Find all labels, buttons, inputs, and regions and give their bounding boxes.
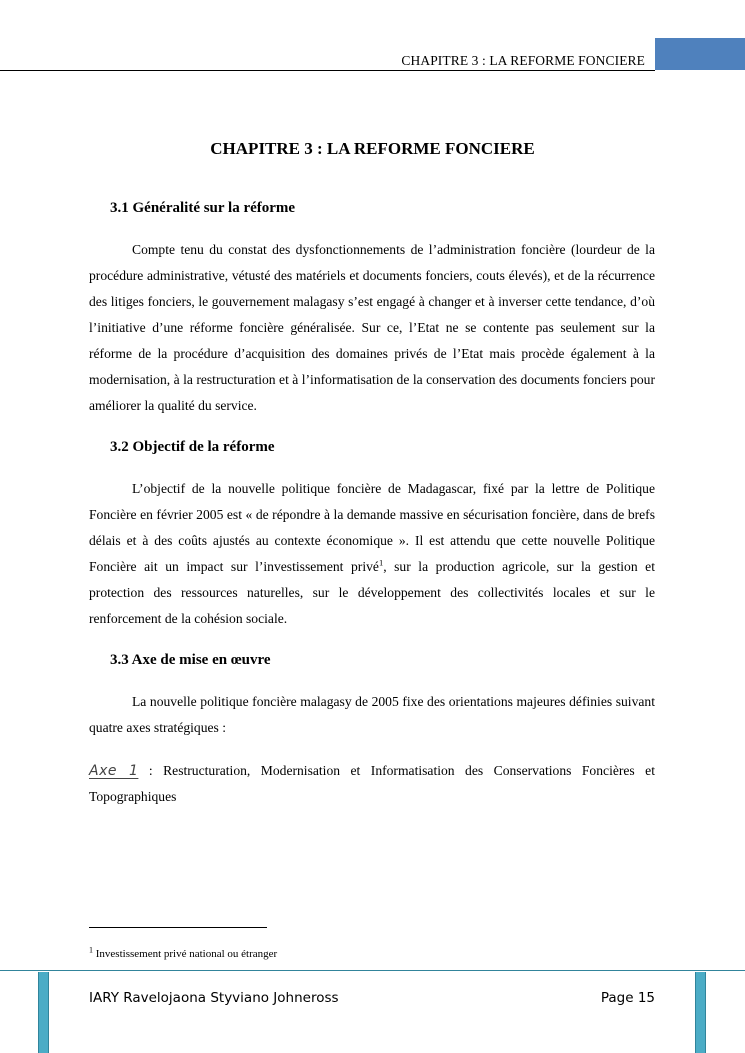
footnote-text: Investissement privé national ou étranger	[93, 948, 278, 960]
footnote	[89, 945, 278, 960]
section-heading-3-1: 3.1 Généralité sur la réforme	[110, 200, 296, 216]
page-number: Page 15	[600, 990, 655, 1006]
axe-1-text: : Restructuration, Modernisation et Informatisation des Conservations Foncières et Topographiques	[89, 763, 655, 804]
paragraph-3-2	[89, 476, 655, 632]
header-rule	[0, 70, 655, 71]
chapter-title: CHAPITRE 3 : LA REFORME FONCIERE	[210, 139, 535, 158]
paragraph-3-2-text-a: L’objectif de la nouvelle politique foncière de Madagascar, fixé par la lettre de Politique Foncière en février 2005 est « de répondre à la demande massive en sécurisation foncière, dans de brefs délais et à des coûts ajustés au contexte économique ». Il est attendu que cette nouvelle Politique Foncière ait un impact sur l’investissement privé	[89, 481, 655, 574]
axe-1-label: Axe 1	[89, 763, 139, 779]
header-accent-box	[655, 38, 745, 70]
footer-author: IARY Ravelojaona Styviano Johneross	[89, 990, 339, 1006]
axe-1-item	[89, 758, 655, 810]
section-heading-3-2: 3.2 Objectif de la réforme	[110, 439, 275, 455]
section-heading-3-3: 3.3 Axe de mise en œuvre	[110, 652, 271, 668]
footnote-number: 1	[89, 945, 93, 955]
footnote-separator	[89, 927, 267, 928]
paragraph-3-3: La nouvelle politique foncière malagasy de 2005 fixe des orientations majeures définies suivant quatre axes stratégiques :	[89, 694, 655, 735]
footer-right-bar	[695, 972, 706, 1053]
paragraph-3-1: Compte tenu du constat des dysfonctionnements de l’administration foncière (lourdeur de la procédure administrative, vétusté des matériels et documents fonciers, couts élevés), et de la récurrence des litiges fonciers, le gouvernement malagasy s’est engagé à changer et à inverser cette tendance, d’où l’initiative d’une réforme foncière généralisée. Sur ce, l’Etat ne se contente pas seulement sur la réforme de la procédure d’acquisition des domaines privés de l’Etat mais procède également à la modernisation, à la restructuration et à l’informatisation de la conservation des documents fonciers pour améliorer la qualité du service.	[89, 242, 655, 413]
footnote-reference[interactable]: 1	[378, 557, 384, 568]
footer-rule	[0, 970, 745, 971]
running-header: CHAPITRE 3 : LA REFORME FONCIERE	[401, 53, 645, 68]
footer-left-bar	[38, 972, 49, 1053]
paragraph-3-2-text-b: , sur la production agricole, sur la gestion et protection des ressources naturelles, sur le développement des collectivités locales et sur le renforcement de la cohésion sociale.	[89, 559, 655, 626]
